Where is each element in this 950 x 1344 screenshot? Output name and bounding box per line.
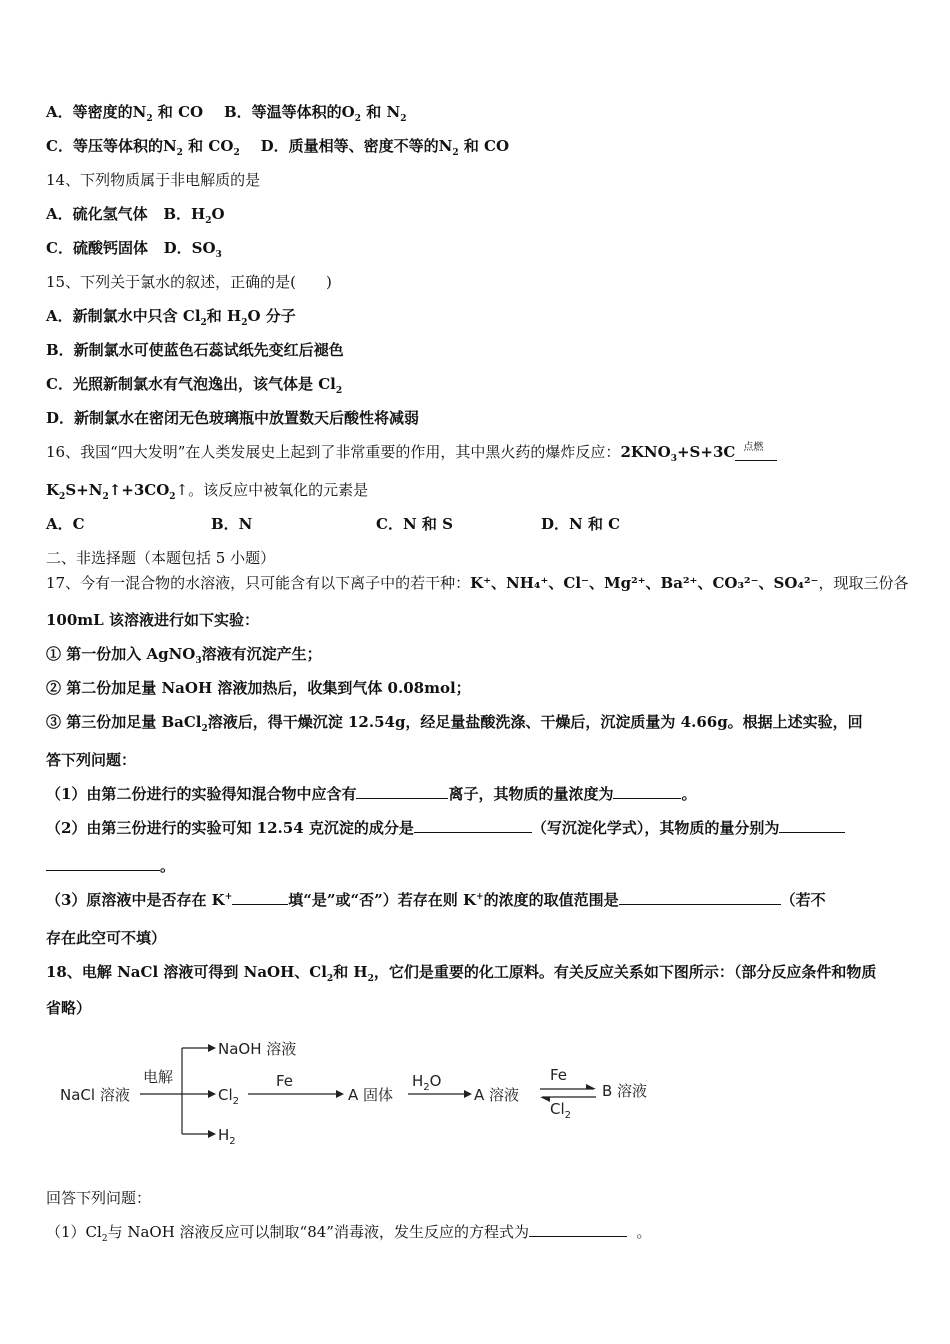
answer-blank[interactable]	[232, 890, 288, 905]
diagram-electrolysis: 电解	[143, 1068, 174, 1086]
q18-stem-cont: 省略）	[46, 999, 92, 1017]
q18-part1: $(1)Cl_2$与 NaOH 溶液反应可以制取“84”消毒液，发生反应的方程式为 。	[46, 1223, 652, 1244]
reaction-condition: 点燃	[735, 446, 777, 461]
q16-stem: 16、我国“四大发明”在人类发展史上起到了非常重要的作用，其中黑火药的爆炸反应：$2KNO_3+S+3C$ 点燃	[46, 442, 777, 462]
q14-options-cd: C．硫酸钙固体 D．$SO_3$	[46, 239, 222, 260]
q13-options-cd: C．等压等体积的$N_2$ 和 $CO_2$ D．质量相等、密度不等的$N_2$ 和 CO	[46, 137, 510, 158]
q17-exp2: ② 第二份加足量 NaOH 溶液加热后，收集到气体 0.08mol；	[46, 679, 471, 697]
diagram-a-solid: A 固体	[348, 1086, 394, 1104]
answer-blank[interactable]	[619, 890, 781, 905]
answer-blank[interactable]	[414, 818, 532, 833]
diagram-h2: $H_2$	[218, 1126, 236, 1147]
answer-blank[interactable]	[613, 784, 681, 799]
q17-stem: 17、今有一混合物的水溶液，只可能含有以下离子中的若干种：K⁺、NH₄⁺、Cl⁻、Mg²⁺、Ba²⁺、CO₃²⁻、SO₄²⁻，现取三份各	[46, 574, 909, 592]
section-heading: 二、非选择题（本题包括 5 小题）	[46, 549, 276, 567]
q17-part3: （3）原溶液中是否存在 K+ 填“是”或“否”）若存在则 K+的浓度的取值范围是 （若不	[46, 891, 826, 909]
q17-exp3-cont: 答下列问题：	[46, 751, 137, 769]
answer-blank[interactable]	[779, 818, 845, 833]
q13-options-ab: A．等密度的$N_2$ 和 CO B．等温等体积的$O_2$ 和 $N_2$	[46, 103, 407, 124]
diagram-naoh: NaOH 溶液	[218, 1040, 297, 1058]
arrow-head-icon	[208, 1044, 216, 1052]
q17-stem-cont: 100mL 该溶液进行如下实验：	[46, 611, 259, 629]
q16-equation-right: $K_2S+N_2↑+3CO_2↑$。该反应中被氧化的元素是	[46, 481, 369, 502]
q15-option-a: A．新制氯水中只含 $Cl_2$和 $H_2O$ 分子	[46, 307, 296, 328]
q17-exp1: ① 第一份加入 AgNO$_3$溶液有沉淀产生；	[46, 645, 322, 666]
q17-exp3: ③ 第三份加足量 BaCl$_2$溶液后，得干燥沉淀 12.54g，经足量盐酸洗涤、干燥后，沉淀质量为 4.66g。根据上述实验，回	[46, 713, 863, 734]
diagram-cl2-reverse: $Cl_2$	[550, 1100, 572, 1121]
diagram-start: NaCl 溶液	[60, 1086, 130, 1104]
q14-stem: 14、下列物质属于非电解质的是	[46, 171, 261, 189]
q15-option-d: D．新制氯水在密闭无色玻璃瓶中放置数天后酸性将减弱	[46, 409, 420, 427]
q17-part3-cont: 存在此空可不填）	[46, 929, 167, 947]
answer-blank[interactable]	[356, 784, 448, 799]
q17-part2: （2）由第三份进行的实验可知 12.54 克沉淀的成分是 （写沉淀化学式），其物质的量分别为	[46, 818, 845, 838]
q15-option-b: B．新制氯水可使蓝色石蕊试纸先变红后褪色	[46, 341, 344, 359]
arrow-head-icon	[540, 1097, 550, 1102]
diagram-cl2: $Cl_2$	[218, 1086, 240, 1107]
answer-blank[interactable]	[46, 856, 160, 871]
q18-answer-intro: 回答下列问题：	[46, 1189, 152, 1207]
diagram-fe: Fe	[276, 1072, 294, 1090]
reaction-flow-diagram	[0, 1030, 700, 1150]
diagram-fe2: Fe	[550, 1066, 568, 1084]
q18-stem: 18、电解 NaCl 溶液可得到 NaOH、$Cl_2$和 $H_2$，它们是重要的化工原料。有关反应关系如下图所示：（部分反应条件和物质	[46, 963, 877, 984]
diagram-h2o: $H_2O$	[412, 1072, 442, 1093]
q15-option-c: C．光照新制氯水有气泡逸出，该气体是 $Cl_2$	[46, 375, 343, 396]
arrow-head-icon	[208, 1090, 216, 1098]
arrow-head-icon	[586, 1084, 596, 1089]
arrow-head-icon	[208, 1130, 216, 1138]
diagram-b-solution: B 溶液	[602, 1082, 648, 1100]
diagram-a-solution: A 溶液	[474, 1086, 520, 1104]
answer-blank[interactable]	[529, 1222, 627, 1237]
arrow-head-icon	[464, 1090, 472, 1098]
q17-part1: （1）由第二份进行的实验得知混合物中应含有 离子，其物质的量浓度为 。	[46, 785, 697, 803]
q17-part2-cont: 。	[46, 856, 175, 876]
q14-options-ab: A．硫化氢气体 B．$H_2O$	[46, 205, 225, 226]
arrow-head-icon	[336, 1090, 344, 1098]
q15-stem: 15、下列关于氯水的叙述，正确的是( )	[46, 273, 332, 291]
